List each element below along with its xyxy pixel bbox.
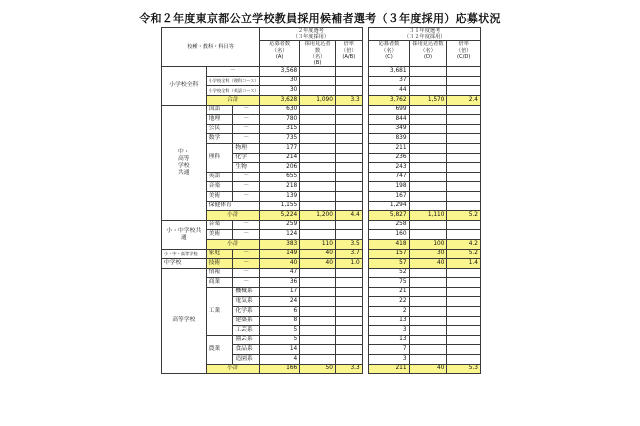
table-cell: 2.4 — [447, 96, 481, 106]
table-cell: 21 — [369, 287, 409, 297]
table-cell: 8 — [260, 316, 300, 326]
table-cell: 40 — [260, 259, 300, 269]
table-cell: 47 — [260, 268, 300, 278]
table-cell — [447, 115, 481, 125]
table-cell — [335, 326, 362, 336]
table-cell — [300, 335, 336, 345]
table-cell — [447, 124, 481, 134]
table-cell — [335, 105, 362, 115]
table-row — [162, 335, 481, 345]
table-cell: 157 — [369, 249, 409, 259]
table-cell — [409, 335, 447, 345]
table-row — [162, 268, 481, 278]
table-cell — [300, 191, 336, 201]
table-row — [162, 86, 481, 96]
table-cell — [409, 287, 447, 297]
table-cell: 844 — [369, 115, 409, 125]
table-cell: － — [233, 278, 260, 288]
table-cell: 214 — [260, 153, 300, 163]
table-cell — [409, 326, 447, 336]
header-applicants-c: 応募者数 （名） (C) — [369, 41, 409, 67]
table-cell — [300, 268, 336, 278]
table-cell: 食品系 — [233, 345, 260, 355]
table-cell: 3,568 — [260, 67, 300, 77]
table-cell — [300, 134, 336, 144]
table-cell: 839 — [369, 134, 409, 144]
table-cell: 699 — [369, 105, 409, 115]
table-cell: 655 — [260, 172, 300, 182]
table-cell — [300, 201, 336, 211]
table-cell: 音楽 — [206, 182, 233, 192]
table-cell — [447, 153, 481, 163]
table-cell — [447, 134, 481, 144]
table-cell: 美術 — [206, 191, 233, 201]
table-cell — [335, 335, 362, 345]
header-category: 校種・教科・科目等 — [162, 28, 260, 67]
table-cell — [409, 355, 447, 365]
table-cell: 124 — [260, 230, 300, 240]
table-cell — [447, 287, 481, 297]
table-cell — [447, 67, 481, 77]
table-cell — [409, 316, 447, 326]
table-cell — [447, 76, 481, 86]
group-label: 中・高等学校共通 — [162, 105, 207, 220]
table-cell — [335, 355, 362, 365]
table-cell: 6 — [260, 307, 300, 317]
table-row — [162, 182, 481, 192]
table-cell — [335, 278, 362, 288]
table-cell — [335, 201, 362, 211]
table-cell — [447, 355, 481, 365]
table-cell — [335, 297, 362, 307]
table-cell — [335, 345, 362, 355]
table-cell — [300, 153, 336, 163]
table-cell: 57 — [369, 259, 409, 269]
table-cell: 5,827 — [369, 211, 409, 221]
table-cell: 349 — [369, 124, 409, 134]
table-cell: 735 — [260, 134, 300, 144]
table-row — [162, 105, 481, 115]
table-cell — [300, 345, 336, 355]
table-cell: － — [233, 134, 260, 144]
table-cell: 3.3 — [335, 364, 362, 374]
table-cell: － — [233, 259, 260, 269]
table-cell — [447, 278, 481, 288]
table-cell — [335, 143, 362, 153]
table-cell — [335, 182, 362, 192]
table-cell — [409, 278, 447, 288]
table-cell — [447, 316, 481, 326]
table-cell: 小計 — [206, 239, 260, 249]
table-cell: 3,681 — [369, 67, 409, 77]
table-cell: 商業 — [206, 278, 233, 288]
table-cell — [362, 28, 369, 374]
table-cell: 258 — [369, 220, 409, 230]
table-cell: 情報 — [206, 268, 233, 278]
table-cell: 13 — [369, 316, 409, 326]
table-cell — [335, 134, 362, 144]
table-cell: 630 — [260, 105, 300, 115]
table-cell: 4.2 — [447, 239, 481, 249]
table-cell: 7 — [369, 345, 409, 355]
table-cell: 小計 — [206, 211, 260, 221]
table-cell: 小計 — [206, 364, 260, 374]
table-cell: 747 — [369, 172, 409, 182]
table-cell: － — [233, 105, 260, 115]
table-cell — [409, 307, 447, 317]
table-cell: － — [233, 191, 260, 201]
table-cell — [335, 191, 362, 201]
table-cell: 英語 — [206, 172, 233, 182]
table-cell — [447, 172, 481, 182]
table-cell: － — [233, 124, 260, 134]
table-cell: 4 — [260, 355, 300, 365]
table-cell: － — [233, 172, 260, 182]
table-cell: 小学校全科（理科コース） — [206, 76, 260, 86]
application-status-table — [161, 27, 481, 374]
table-cell — [409, 124, 447, 134]
table-row — [162, 124, 481, 134]
table-cell — [335, 67, 362, 77]
table-row — [162, 115, 481, 125]
table-cell: 5,224 — [260, 211, 300, 221]
header-r31: ３１年度選考 （３２年度採用） — [369, 28, 481, 41]
table-cell: 5.2 — [447, 249, 481, 259]
table-row — [162, 287, 481, 297]
table-cell: 理科 — [206, 143, 233, 172]
group-label: 小・中・高等学校 — [162, 249, 207, 259]
table-cell — [409, 153, 447, 163]
table-cell: 音楽 — [206, 220, 233, 230]
subtotal-row — [162, 364, 481, 374]
table-cell: 工芸系 — [233, 326, 260, 336]
table-cell — [335, 153, 362, 163]
table-cell — [409, 86, 447, 96]
table-cell: 建築系 — [233, 316, 260, 326]
table-cell — [335, 86, 362, 96]
table-cell: 40 — [300, 259, 336, 269]
table-cell: 13 — [369, 335, 409, 345]
header-planned-b: 採用見込者数 （名） (B) — [300, 41, 336, 67]
table-cell: 5 — [260, 326, 300, 336]
table-cell: － — [206, 67, 260, 77]
table-cell: 3,628 — [260, 96, 300, 106]
table-cell: 3.5 — [335, 239, 362, 249]
table-cell — [447, 307, 481, 317]
table-cell: － — [233, 249, 260, 259]
table-cell: 236 — [369, 153, 409, 163]
table-cell — [409, 201, 447, 211]
table-cell — [409, 297, 447, 307]
table-cell: 30 — [409, 249, 447, 259]
table-cell — [409, 105, 447, 115]
table-row — [162, 67, 481, 77]
table-cell: 418 — [369, 239, 409, 249]
table-cell — [300, 115, 336, 125]
table-cell: 36 — [260, 278, 300, 288]
table-cell: 166 — [260, 364, 300, 374]
table-cell — [300, 287, 336, 297]
table-cell: － — [233, 268, 260, 278]
table-cell — [300, 326, 336, 336]
table-cell: 24 — [260, 297, 300, 307]
table-cell — [409, 67, 447, 77]
group-label: 中学校 — [162, 259, 207, 269]
table-cell — [300, 124, 336, 134]
table-cell — [335, 124, 362, 134]
table-cell — [335, 115, 362, 125]
table-cell — [300, 86, 336, 96]
table-cell — [447, 201, 481, 211]
table-cell — [300, 355, 336, 365]
table-cell: 合計 — [206, 96, 260, 106]
group-label: 小学校全科 — [162, 67, 207, 105]
table-cell: 公民 — [206, 124, 233, 134]
table-cell — [335, 230, 362, 240]
table-cell: 3.7 — [335, 249, 362, 259]
table-cell: 5.3 — [447, 364, 481, 374]
table-row — [162, 76, 481, 86]
table-cell — [409, 115, 447, 125]
table-cell: 110 — [300, 239, 336, 249]
table-cell — [409, 268, 447, 278]
table-cell: 1,200 — [300, 211, 336, 221]
table-cell — [300, 182, 336, 192]
table-cell: 小学校全科（英語コース） — [206, 86, 260, 96]
table-row — [162, 230, 481, 240]
header-applicants-a: 応募者数 （名） (A) — [260, 41, 300, 67]
table-cell: 5.2 — [447, 211, 481, 221]
table-cell: 化学 — [233, 153, 260, 163]
table-row — [162, 249, 481, 259]
table-cell: 259 — [260, 220, 300, 230]
table-cell: － — [233, 220, 260, 230]
table-cell — [447, 345, 481, 355]
table-cell: 17 — [260, 287, 300, 297]
table-cell: 4.4 — [335, 211, 362, 221]
group-label: 小・中学校共通 — [162, 220, 207, 249]
header-r2: ２年度選考 （３年度採用） — [260, 28, 363, 41]
table-cell — [300, 278, 336, 288]
table-cell: 地理 — [206, 115, 233, 125]
table-cell: 14 — [260, 345, 300, 355]
table-cell — [409, 191, 447, 201]
header-ratio-ab: 倍率 （倍） (A/B) — [335, 41, 362, 67]
table-cell: 機械系 — [233, 287, 260, 297]
table-cell: 技術 — [206, 259, 233, 269]
header-ratio-cd: 倍率 （倍） (C/D) — [447, 41, 481, 67]
table-cell — [409, 163, 447, 173]
table-cell — [300, 143, 336, 153]
table-cell — [300, 76, 336, 86]
table-cell: 40 — [409, 364, 447, 374]
table-cell — [409, 143, 447, 153]
table-row — [162, 134, 481, 144]
table-cell: 3.3 — [335, 96, 362, 106]
table-cell — [335, 220, 362, 230]
table-cell: 75 — [369, 278, 409, 288]
table-cell: 37 — [369, 76, 409, 86]
table-cell — [335, 76, 362, 86]
table-cell — [409, 172, 447, 182]
table-cell: 国語 — [206, 105, 233, 115]
table-cell — [300, 316, 336, 326]
table-cell — [447, 182, 481, 192]
table-cell: 1.4 — [447, 259, 481, 269]
header-planned-d: 採用見込者数 （名） (D) — [409, 41, 447, 67]
table-cell — [335, 307, 362, 317]
table-row — [162, 143, 481, 153]
table-cell — [447, 297, 481, 307]
table-cell — [409, 345, 447, 355]
table-row — [162, 201, 481, 211]
table-cell: 243 — [369, 163, 409, 173]
table-cell — [447, 268, 481, 278]
table-cell: 3,762 — [369, 96, 409, 106]
table-cell: 家庭 — [206, 249, 233, 259]
table-cell: － — [233, 230, 260, 240]
table-row — [162, 191, 481, 201]
table-cell: 生物 — [233, 163, 260, 173]
table-cell: 100 — [409, 239, 447, 249]
table-cell: 160 — [369, 230, 409, 240]
table-cell: 315 — [260, 124, 300, 134]
table-cell: 物理 — [233, 143, 260, 153]
table-cell: 198 — [369, 182, 409, 192]
table-cell: 1,155 — [260, 201, 300, 211]
table-cell: 149 — [260, 249, 300, 259]
table-cell — [335, 287, 362, 297]
table-row — [162, 172, 481, 182]
table-cell — [447, 163, 481, 173]
table-cell — [447, 105, 481, 115]
table-cell — [447, 230, 481, 240]
table-row — [162, 259, 481, 269]
table-cell: 167 — [369, 191, 409, 201]
table-cell — [447, 143, 481, 153]
table-cell: 218 — [260, 182, 300, 192]
table-cell: 化学系 — [233, 307, 260, 317]
table-cell: 1,110 — [409, 211, 447, 221]
table-cell: 工業 — [206, 287, 233, 335]
table-cell: 22 — [369, 297, 409, 307]
table-cell: 1,294 — [369, 201, 409, 211]
table-cell: 造園系 — [233, 355, 260, 365]
table-cell — [300, 105, 336, 115]
table-cell — [300, 163, 336, 173]
table-row — [162, 220, 481, 230]
table-cell — [447, 191, 481, 201]
table-cell — [335, 316, 362, 326]
table-cell — [409, 76, 447, 86]
table-cell: 780 — [260, 115, 300, 125]
table-cell: 電気系 — [233, 297, 260, 307]
table-cell: 1,570 — [409, 96, 447, 106]
table-cell: 40 — [300, 249, 336, 259]
subtotal-row — [162, 211, 481, 221]
table-cell: 3 — [369, 326, 409, 336]
table-cell — [335, 163, 362, 173]
table-cell: 3 — [369, 355, 409, 365]
table-cell: 数学 — [206, 134, 233, 144]
table-cell — [300, 220, 336, 230]
table-row — [162, 278, 481, 288]
table-cell — [300, 307, 336, 317]
table-cell: 139 — [260, 191, 300, 201]
table-cell: 1.0 — [335, 259, 362, 269]
table-cell: 211 — [369, 364, 409, 374]
table-cell: 50 — [300, 364, 336, 374]
table-cell — [300, 67, 336, 77]
table-cell: 2 — [369, 307, 409, 317]
total-row — [162, 96, 481, 106]
table-cell: 保健体育 — [206, 201, 260, 211]
table-cell: 農業 — [206, 335, 233, 364]
table-cell: 40 — [409, 259, 447, 269]
table-cell: 383 — [260, 239, 300, 249]
table-cell: 206 — [260, 163, 300, 173]
table-cell — [335, 172, 362, 182]
table-cell: 美術 — [206, 230, 233, 240]
table-cell: 30 — [260, 76, 300, 86]
table-cell — [300, 230, 336, 240]
table-cell: － — [233, 115, 260, 125]
table-cell: 1,090 — [300, 96, 336, 106]
group-label: 高等学校 — [162, 268, 207, 374]
table-cell: 5 — [260, 335, 300, 345]
table-cell — [300, 297, 336, 307]
table-cell — [409, 230, 447, 240]
table-cell — [447, 220, 481, 230]
page-title: 令和２年度東京都公立学校教員採用候補者選考（３年度採用）応募状況 — [139, 12, 501, 25]
table-cell — [409, 182, 447, 192]
table-cell — [300, 172, 336, 182]
table-cell — [409, 134, 447, 144]
table-cell: 211 — [369, 143, 409, 153]
table-cell — [447, 326, 481, 336]
table-cell: 177 — [260, 143, 300, 153]
table-cell — [409, 220, 447, 230]
table-cell: 園芸系 — [233, 335, 260, 345]
table-cell: － — [233, 182, 260, 192]
table-cell: 52 — [369, 268, 409, 278]
table-cell: 44 — [369, 86, 409, 96]
table-cell: 30 — [260, 86, 300, 96]
table-cell — [335, 268, 362, 278]
table-cell — [447, 335, 481, 345]
subtotal-row — [162, 239, 481, 249]
table-cell — [447, 86, 481, 96]
